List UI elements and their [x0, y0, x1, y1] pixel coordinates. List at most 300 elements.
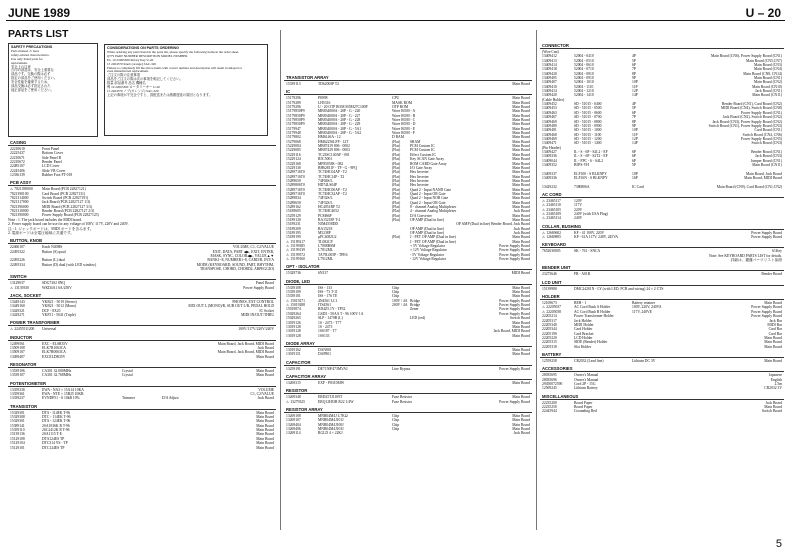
section-heading: CASING — [8, 140, 276, 146]
part-number: 12559258 — [542, 358, 557, 363]
part-description: SD - 51015 - 1400 — [574, 141, 602, 146]
part-description: (Flat) — [392, 174, 401, 179]
part-description: MF85058S - 082 — [318, 161, 344, 166]
part-number: 13409336 — [542, 175, 557, 180]
part-description: Main Board (PCB 22827121) — [42, 187, 86, 192]
part-description: OTP ROM — [392, 105, 409, 110]
part-description: DTC - 114EK T-96 — [42, 415, 71, 420]
part-description: 7P — [632, 67, 636, 72]
part-number: 13339237 — [10, 396, 25, 401]
part-description: TC23SC140AF - 001 — [318, 152, 350, 157]
part-number: (Pin Header) — [542, 145, 561, 150]
part-number: 13409407 — [542, 80, 557, 85]
section-heading: RESISTOR ARRAY — [284, 407, 532, 413]
part-number: 22235200 — [542, 400, 557, 405]
part-location: Main Board — [512, 122, 530, 127]
part-description: 16P — [632, 175, 638, 180]
section-heading: RESONATOR — [8, 362, 276, 368]
part-number: 15339108 — [286, 285, 301, 290]
part-number: 13409469 — [542, 136, 557, 141]
part-number: 15189209 — [286, 226, 301, 231]
part-number: 15229085 — [286, 148, 301, 153]
part-location: Power Supply Board — [499, 303, 530, 308]
part-location: OP AMP (Dual in line) Bender Board, Jack Board — [456, 222, 530, 227]
part-description: 2SA1115 T-E — [42, 432, 62, 437]
part-number: 15289716T0 — [286, 174, 305, 179]
part-description: AC Cord Bush A Holder — [574, 305, 611, 310]
part-location: Jack Board — [765, 400, 782, 405]
part-description: CPU — [392, 96, 400, 101]
part-description: BEH - 1 — [574, 301, 587, 306]
parts-row — [540, 359, 784, 363]
part-location: Main Board — [256, 369, 274, 374]
part-number: 22485107 — [10, 164, 25, 169]
part-location: Main Board — [256, 354, 274, 359]
part-description: 11P — [632, 84, 638, 89]
part-number: 15179850P9 — [286, 109, 305, 114]
part-location: MASK, SYNC, COLOR◀▶, VALUE▲▼ — [210, 253, 274, 258]
part-number: 13359338 — [10, 387, 25, 392]
part-description: 1SS187 - T7 — [318, 329, 337, 334]
part-description: Cord 2P - 15G — [574, 381, 596, 386]
part-description: EXF - P8310MW — [318, 380, 345, 385]
part-number: 15179850P9 — [286, 113, 305, 118]
part-description: 6P — [632, 63, 636, 68]
part-description: 240V (with USA Plug) — [574, 212, 608, 217]
part-number: ⚠ 15019271 — [286, 298, 305, 303]
part-number: 15329301 — [10, 410, 25, 415]
parts-row — [284, 257, 532, 261]
part-description: Side Panel R — [42, 155, 62, 160]
box-text-line: ⚠印の部品は、安全上重要な — [11, 68, 54, 73]
part-description: HC4051BF T2 — [318, 204, 340, 209]
part-description: IL - S - 6P - S2T2 - EF — [574, 154, 608, 159]
part-description: MB834000A - 20P - G - 5A1 — [318, 126, 362, 131]
part-description: Power Transformer Holder — [574, 314, 614, 319]
part-description: SIDE (Bender) Holder — [574, 340, 608, 345]
part-description: ERQ12HJ3R R22 1/4W — [318, 399, 354, 404]
part-number: 13019126 — [286, 320, 301, 325]
part-description: 200V / 4A — [392, 303, 408, 308]
part-description: J - FET OP AMP (Dual in line) — [410, 235, 456, 240]
part-number: 29450072590 — [542, 381, 563, 386]
part-description: Trimmer — [122, 396, 135, 401]
part-description: TD62003P T2 — [318, 82, 339, 86]
part-number: 13019128 — [286, 333, 301, 338]
header-date: JUNE 1989 — [8, 6, 71, 20]
part-description: D RAM — [392, 135, 404, 140]
part-description: Chip — [392, 294, 400, 299]
part-description: Chip — [392, 290, 400, 295]
part-description: 52004 - 0710 — [574, 67, 594, 72]
part-number: 13429232 — [542, 184, 557, 189]
part-location: Main Board (CN9), Card Board (CN1,CN2) — [716, 184, 782, 189]
part-location: Main Board — [256, 419, 274, 424]
part-location: Main Board — [512, 105, 530, 110]
part-description: Lithium Battery — [574, 386, 598, 391]
part-description: DTA124ES TP — [42, 436, 65, 441]
part-location: Main Board — [764, 344, 782, 349]
part-location: Main Board — [512, 118, 530, 123]
part-number: 28035696 — [542, 377, 557, 382]
part-description: Bottom Cover — [42, 151, 63, 156]
part-location: Main Board — [512, 347, 530, 352]
part-description: 9P — [632, 123, 636, 128]
part-description: Hex Inverter — [410, 170, 429, 175]
part-number: 22245406 — [10, 168, 25, 173]
box-text-line: 数量 部品番号 品名 機種名 — [107, 81, 146, 86]
part-description: TC74HC04AP - T2 — [318, 170, 347, 175]
part-description: Card Bracket — [574, 331, 594, 336]
part-location: Power Supply Board — [499, 307, 530, 312]
part-location: Power Supply Board — [751, 305, 782, 310]
part-description: OP AMP (Dual in line) — [410, 226, 444, 231]
column-divider — [280, 30, 281, 530]
part-location: Main Board — [512, 204, 530, 209]
parts-list-middle — [284, 75, 532, 436]
part-number: ⚠ 15189217 — [286, 239, 305, 244]
section-heading: SWITCH — [8, 274, 276, 280]
part-location: Jack Board (CN3), Power Supply Board (CN2) — [712, 119, 782, 124]
part-location: Main Board — [256, 441, 274, 446]
part-location: Main Board — [512, 294, 530, 299]
part-location: Main Board (CN1) — [753, 76, 782, 81]
part-location: Power Supply Board — [499, 311, 530, 316]
part-number: 13409414 — [542, 89, 557, 94]
part-location: Main Board, Jack Board — [745, 171, 782, 176]
part-location: Main Board, MIDI Board — [744, 175, 782, 180]
page-number: 5 — [775, 538, 782, 550]
part-number: 15289650 — [286, 178, 301, 183]
part-number: 15229124 — [286, 157, 301, 162]
part-description: 14P — [632, 141, 638, 146]
part-description — [42, 267, 122, 271]
part-number: 13269406 — [286, 426, 301, 431]
note-line: 2. 電源ボードは全電圧地域に共通です。 — [8, 230, 75, 235]
part-location: IC Socket — [259, 308, 274, 313]
part-description: Quad 2 - Input OR Gate — [410, 200, 446, 205]
part-description: MB834000A - 20P - G - 220 — [318, 109, 361, 114]
box-text-line: replacement. — [11, 60, 28, 65]
part-number: 15289716T0 — [286, 191, 305, 196]
part-description: Knob N40HS — [42, 245, 63, 250]
part-location: Main Board — [512, 395, 530, 400]
part-location: PHONES, EXT CONTROL — [232, 299, 274, 304]
part-location: Jack Board, MIDI Board — [493, 329, 530, 334]
parts-row — [540, 185, 784, 189]
part-number: 15189231 — [286, 222, 301, 227]
part-location: Main Board — [512, 126, 530, 131]
part-number: 15329301 — [10, 419, 25, 424]
part-number: 22205318 — [542, 344, 557, 349]
part-number: 13409467 — [542, 115, 557, 120]
part-number: 22495334 — [10, 262, 25, 267]
part-location: Main Board (CN11) — [752, 162, 782, 167]
part-description: SD - 51015 - 1200 — [574, 136, 602, 141]
part-description: DMC24201N - LY (with LED, PCB and wiring) 24 × 2 CTS — [574, 286, 664, 291]
part-description: MNR04M4J 4.7KΩ — [318, 413, 348, 418]
parts-row — [8, 327, 276, 331]
part-description: 2SA1036K R T-96 — [42, 423, 70, 428]
part-description: 8P — [632, 119, 636, 124]
part-number: 22495322 — [10, 249, 25, 254]
part-location: Main Board (CN11) — [752, 93, 782, 98]
part-number: 13409352 — [542, 162, 557, 167]
box-text-line: Use only listed parts for — [11, 56, 43, 61]
part-number: 13019151 — [286, 352, 301, 357]
part-number: ⚠ 15019288 — [286, 303, 305, 308]
part-description: 6P — [632, 149, 636, 154]
part-description: Button (L) dual — [42, 258, 65, 263]
section-heading: DIODE ARRAY — [284, 341, 532, 347]
part-number: 12569245 — [542, 386, 557, 391]
part-description: Hex Inverter — [410, 174, 429, 179]
part-location: Main Board — [512, 196, 530, 201]
part-number: 13509108 — [10, 346, 25, 350]
part-description: (Flat) — [392, 217, 401, 222]
part-description: 8 - channel Analog Multiplexer — [410, 204, 457, 209]
part-location: Main Board — [512, 413, 530, 418]
part-location: 2.5m — [774, 381, 782, 386]
part-location: Main Board — [512, 183, 530, 188]
part-number: 15229168 — [286, 161, 301, 166]
part-number: 7821396000 — [10, 204, 29, 209]
part-description: MB834000A - 20P - G - 228 — [318, 118, 361, 123]
part-number: (Wire Cnn) — [542, 50, 559, 54]
part-description: + 12V Voltage Regulator — [410, 248, 447, 253]
part-description: TL082CP — [318, 239, 333, 244]
part-number: 15179296 — [286, 96, 301, 101]
box-text-line: even misdelivered replacement. — [107, 69, 149, 74]
part-location: Main Board — [512, 109, 530, 114]
part-number: 15019874 — [286, 307, 301, 312]
part-number: 13409480 — [542, 123, 557, 128]
part-location: 100V/117V/220V/240V — [238, 327, 274, 332]
part-description: Slot Holder — [574, 344, 592, 349]
part-number: 13539106 — [10, 369, 25, 374]
part-location: Jack Bar — [769, 318, 782, 323]
note-line: Note : 1. The jack board includes the MIDI board. — [8, 217, 82, 222]
part-number: 13409453 — [542, 106, 557, 111]
part-description: 10P — [632, 128, 638, 133]
part-number: 15389141 — [10, 423, 25, 428]
part-description: 52004 - 0810 — [574, 71, 594, 76]
part-description: (Flat) — [392, 139, 401, 144]
part-number: 15189605 — [286, 209, 301, 214]
part-description: Quad 2 - Input NOR Gate — [410, 196, 449, 201]
part-number: 13409481 — [542, 128, 557, 133]
part-location: Power Supply Board — [499, 257, 530, 262]
part-description: EXC - ELSR35V — [42, 341, 68, 346]
part-description: (Flat) — [392, 148, 401, 153]
part-number: 13019128 — [286, 329, 301, 334]
part-location: Main Board — [256, 428, 274, 433]
part-description: ELF100 - S BLKNPY — [574, 171, 607, 176]
part-description: DAP801 — [318, 352, 331, 357]
part-location: Card Bar — [768, 327, 782, 332]
part-number: ⚠ 22455511200 — [10, 327, 35, 332]
part-location: Main Board — [512, 285, 530, 290]
part-number: 13019162 — [286, 347, 301, 352]
part-description: LH5316 — [318, 100, 331, 105]
part-description: (Flat) — [392, 144, 401, 149]
part-number: 13409418 — [542, 67, 557, 72]
part-location: Main Board — [512, 157, 530, 162]
part-description: DTC124ES TP — [42, 445, 65, 450]
part-description: 4 - channel Analog Multiplexer — [410, 209, 457, 214]
section-heading: RESISTOR — [284, 388, 532, 394]
part-number: ⚠ 13139330 — [10, 285, 29, 290]
part-description: 120V — [574, 199, 583, 203]
part-number: 13409414 — [542, 63, 557, 68]
part-description: Wave ROM - F — [392, 131, 415, 136]
part-number: 22205315 — [542, 340, 557, 345]
part-location: EXIT, DATA, PART ◀▶, EXIT, ENTER, — [212, 249, 274, 254]
part-description: 1S - 2473 — [318, 324, 333, 329]
part-number: 13409468 — [542, 132, 557, 137]
part-location: Card Board (CN1) — [754, 128, 782, 133]
parts-row — [8, 313, 276, 317]
part-number: ⚠ 13279325 — [286, 399, 305, 404]
part-location: Main Board — [512, 239, 530, 244]
box-text-line: Ex. 10 22065360 Rotary Key U-20 — [107, 57, 154, 62]
part-number: ⚠ 15199160 — [286, 257, 305, 262]
part-location: Main Board, Jack Board, MIDI Board — [217, 350, 274, 355]
section-heading: CONNECTOR — [540, 43, 784, 49]
part-location: Main Board — [512, 144, 530, 149]
part-number: 15179850P9 — [286, 118, 305, 123]
section-heading: HOLDER — [540, 294, 784, 300]
part-description: (Flat) — [392, 200, 401, 205]
part-location: Power Supply Board — [751, 230, 782, 235]
part-number: 13449160 — [10, 304, 25, 309]
part-description: 52004 - 0510 — [574, 58, 594, 63]
box-text-line: 安全上の注意 — [11, 64, 31, 69]
part-number: 13499407 — [10, 354, 25, 359]
part-description: SD - 51015 - 1100 — [574, 132, 602, 137]
part-location: Main Board — [512, 200, 530, 205]
part-location: 61Key — [772, 249, 782, 254]
part-location: TRANSPOSE, CHORD, CHORD2, ARPEGGIO) — [200, 266, 274, 271]
parts-row — [540, 345, 784, 349]
part-description: 10P — [632, 80, 638, 85]
part-description: 52004 - 1010 — [574, 80, 594, 85]
section-heading: CAPACITOR ARRAY — [284, 374, 532, 380]
parts-row — [284, 367, 532, 371]
parts-row — [540, 235, 784, 239]
part-location: Main Board — [764, 340, 782, 345]
parts-row — [8, 373, 276, 377]
part-description: DCF - 8X25 — [42, 308, 61, 313]
part-location: Power Supply Board — [751, 309, 782, 314]
part-location: Main Board — [512, 213, 530, 218]
part-description: KF - 41 100V, 220V — [574, 230, 605, 235]
section-heading: BATTERY — [540, 352, 784, 358]
part-description: BA15218 — [318, 226, 333, 231]
safety-title: SAFETY PRECAUTIONS — [11, 45, 53, 49]
part-number: 13409420 — [542, 93, 557, 98]
parts-row — [284, 352, 532, 356]
part-location: Main Board — [512, 352, 530, 357]
part-description: Jack Board (PCB 22827127 1/3) — [42, 200, 91, 205]
part-number: 22205344 — [542, 327, 557, 332]
part-location: Main Board — [512, 422, 530, 427]
part-number: 22495226 — [10, 258, 25, 263]
part-description: LCD Holder — [574, 335, 593, 340]
part-number: 13409337 — [542, 171, 557, 176]
part-description: Button (D) dual (with LED window) — [42, 262, 97, 267]
part-number: ⚠ 22205037 — [542, 305, 561, 310]
part-location: Main Board — [256, 415, 274, 420]
part-description: (Flat) — [392, 161, 401, 166]
part-location: Main Board — [512, 131, 530, 136]
part-location: Jack Board — [513, 209, 530, 214]
part-location: Power Supply Board — [751, 235, 782, 240]
part-description: Wave ROM - D — [392, 122, 416, 127]
box-text-line: 部品をご注文の際は次の事項を明記してください。 — [107, 77, 183, 82]
part-location: Bender Board (CN1), Card Board (CN2) — [721, 102, 782, 107]
part-description: Front Panel — [42, 147, 60, 151]
part-description: WKD4A1 6A/250V — [42, 285, 72, 290]
part-description: MB87429 806 - 0003 — [318, 148, 350, 153]
part-location: Main Board — [764, 404, 782, 409]
part-description — [392, 431, 410, 435]
part-description: Switch Board (PCB 22827191) — [42, 196, 89, 201]
part-location: Main Board (CN4) — [753, 67, 782, 72]
part-number: 13269348 — [286, 395, 301, 400]
part-number — [8, 267, 42, 271]
part-number: ⚠ 23465114 — [542, 216, 561, 221]
part-number: 15339109 — [286, 290, 301, 295]
parts-row — [540, 258, 784, 262]
part-number: ⚠ 7821390000 — [10, 187, 33, 192]
part-description: PCM Custom IC — [410, 148, 435, 153]
part-number: ⚠ 23465110 — [542, 203, 561, 208]
part-description: SD - 51015 - 0500 — [574, 106, 602, 111]
part-description: ELK7R0063CA — [42, 350, 66, 355]
part-location: Jack Board — [257, 396, 274, 401]
part-location: Main Board — [512, 148, 530, 153]
part-location: Main Board — [512, 187, 530, 192]
part-location: Power Supply Board (CN1) — [740, 110, 782, 115]
part-location: Main Board (CN2) — [753, 80, 782, 85]
part-number: (Cable Holder) — [542, 97, 565, 102]
parts-ordering-box — [102, 43, 270, 137]
part-description: Chip — [392, 426, 400, 431]
section-heading: KEYBOARD — [540, 242, 784, 248]
part-location: Main Board (CN8, CN14) — [743, 71, 782, 76]
part-description: MNR04M4J101J — [318, 418, 344, 423]
part-description: MASK ROM — [392, 100, 412, 105]
part-description: 12P — [632, 136, 638, 141]
part-description: Card Holder — [574, 327, 593, 332]
part-number: 15289650 — [286, 200, 301, 205]
parts-row — [284, 82, 532, 86]
part-description: TA79L005P - TPE6 — [318, 252, 348, 257]
part-description: 74F32S/L — [318, 196, 333, 201]
part-description: (Flat) — [392, 165, 401, 170]
part-description: OP AMP (Dual in line) — [410, 217, 444, 222]
part-description: (Flat) — [392, 152, 401, 157]
part-number: 22225437 — [10, 151, 25, 156]
part-description: D/A Converter — [410, 213, 432, 218]
part-location: Jack Board — [257, 346, 274, 350]
part-location: Main Board — [256, 432, 274, 437]
parts-list-right — [540, 43, 784, 414]
part-number: 13409413 — [542, 58, 557, 63]
part-description: ERD25TJ1109T — [318, 395, 343, 400]
part-location: CR2032 3V — [764, 386, 782, 391]
